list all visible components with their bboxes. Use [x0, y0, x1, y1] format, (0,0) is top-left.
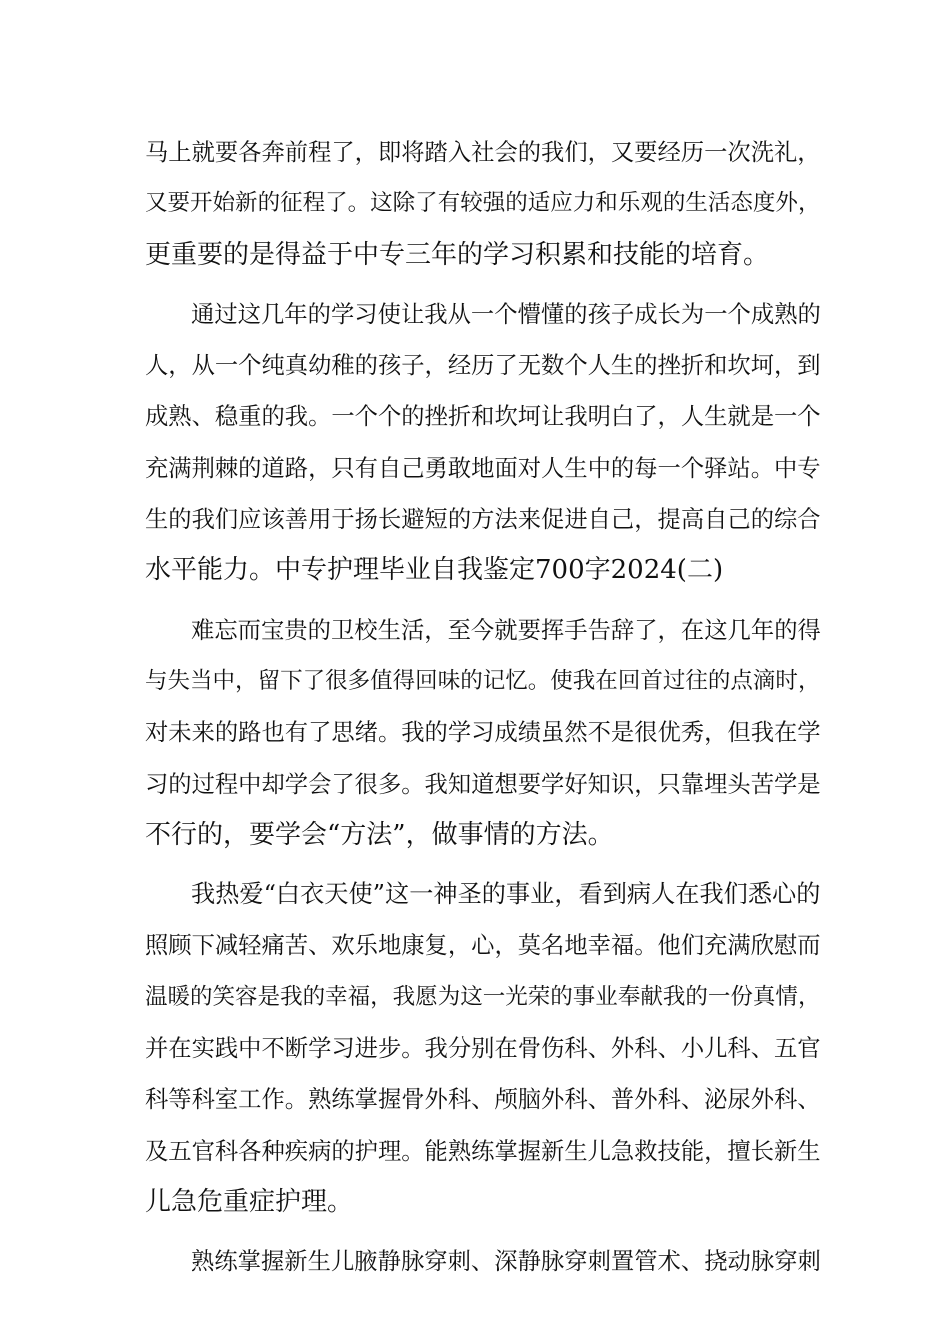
text-line: 更重要的是得益于中专三年的学习积累和技能的培育。	[145, 239, 770, 270]
text-line: 及五官科各种疾病的护理。能熟练掌握新生儿急救技能，擅长新生	[145, 1137, 821, 1165]
paragraph-start-line: 通过这几年的学习使让我从一个懵懂的孩子成长为一个成熟的	[191, 299, 821, 328]
paragraph-start-line: 我热爱“白衣天使”这一神圣的事业，看到病人在我们悉心的	[191, 880, 821, 909]
text-line: 成熟、稳重的我。一个个的挫折和坎坷让我明白了，人生就是一个	[145, 403, 821, 431]
document-body	[145, 127, 821, 1288]
text-line: 科等科室工作。熟练掌握骨外科、颅脑外科、普外科、泌尿外科、	[145, 1086, 821, 1114]
text-line: 温暖的笑容是我的幸福，我愿为这一光荣的事业奉献我的一份真情，	[145, 983, 821, 1010]
paragraph-start-line: 难忘而宝贵的卫校生活，至今就要挥手告辞了，在这几年的得	[191, 615, 821, 644]
text-line: 对未来的路也有了思绪。我的学习成绩虽然不是很优秀，但我在学	[145, 719, 821, 747]
text-line: 习的过程中却学会了很多。我知道想要学好知识，只靠埋头苦学是	[145, 770, 821, 798]
paragraph-start-line: 熟练掌握新生儿腋静脉穿刺、深静脉穿刺置管术、挠动脉穿刺	[191, 1247, 821, 1276]
text-line: 照顾下减轻痛苦、欢乐地康复，心，莫名地幸福。他们充满欣慰而	[145, 932, 821, 960]
text-line: 又要开始新的征程了。这除了有较强的适应力和乐观的生活态度外，	[145, 190, 821, 217]
text-line: 与失当中，留下了很多值得回味的记忆。使我在回首过往的点滴时，	[145, 667, 821, 694]
text-line: 人，从一个纯真幼稚的孩子，经历了无数个人生的挫折和坎坷，到	[145, 352, 821, 380]
text-line: 充满荆棘的道路，只有自己勇敢地面对人生中的每一个驿站。中专	[145, 454, 821, 482]
text-line: 儿急危重症护理。	[145, 1186, 354, 1217]
text-line: 生的我们应该善用于扬长避短的方法来促进自己，提高自己的综合	[145, 506, 821, 534]
text-line: 并在实践中不断学习进步。我分别在骨伤科、外科、小儿科、五官	[145, 1035, 821, 1063]
text-line: 马上就要各奔前程了，即将踏入社会的我们，又要经历一次洗礼，	[145, 139, 821, 166]
text-line: 不行的，要学会“方法”，做事情的方法。	[145, 819, 614, 850]
text-line: 水平能力。中专护理毕业自我鉴定700字2024(二)	[145, 555, 724, 586]
